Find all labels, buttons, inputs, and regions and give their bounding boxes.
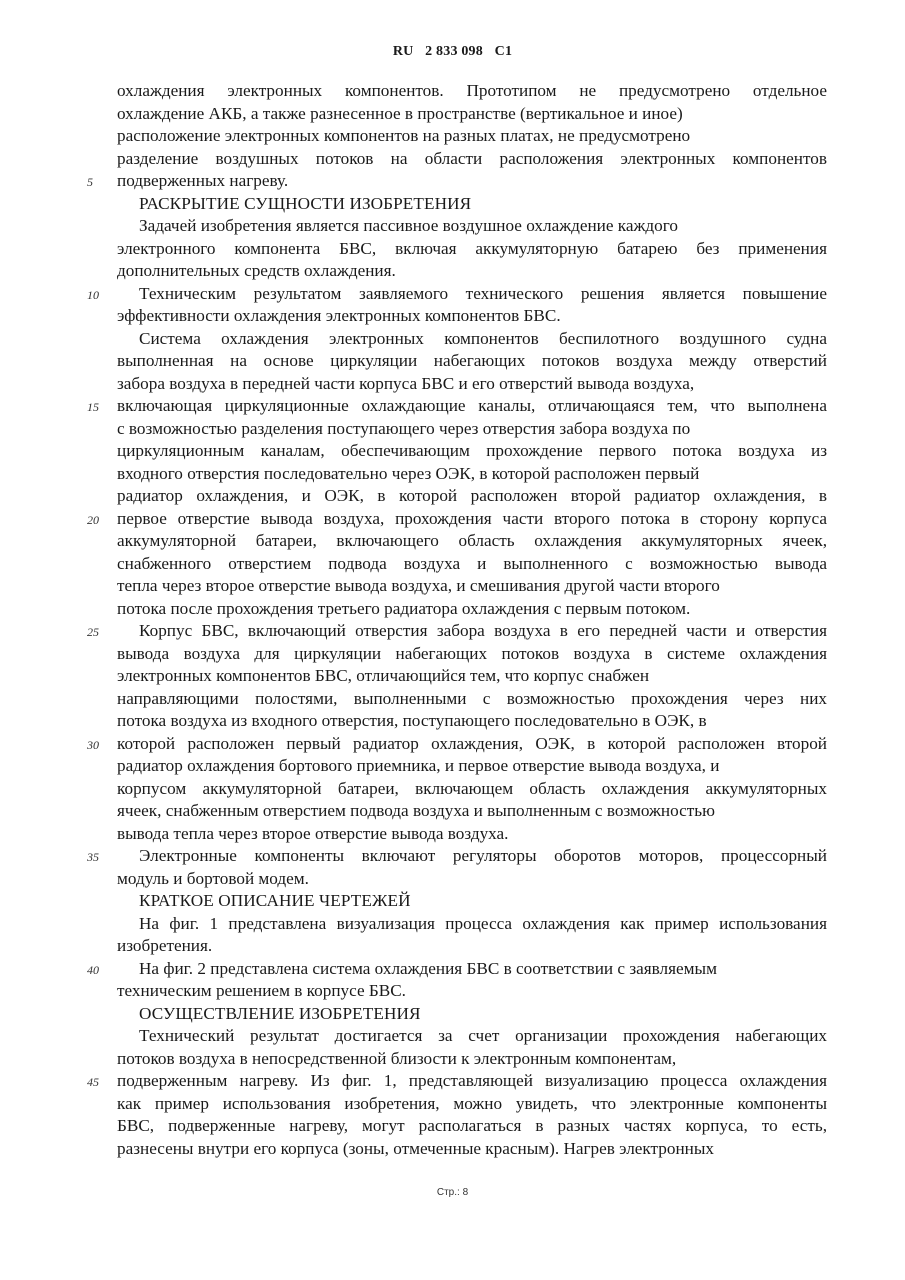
line-text: радиатор охлаждения, и ОЭК, в которой расположен второй радиатор охлаждения, в <box>117 486 827 505</box>
line-text: Технический результат достигается за счет организации прохождения набегающих <box>139 1026 827 1045</box>
text-line <box>117 373 827 396</box>
document-body <box>87 80 827 1160</box>
text-line <box>117 238 827 261</box>
line-text: разнесены внутри его корпуса (зоны, отмеченные красным). Нагрев электронных <box>117 1138 715 1158</box>
line-text: включающая циркуляционные охлаждающие каналы, отличающаяся тем, что выполнена <box>117 396 827 415</box>
line-text: охлаждение АКБ, а также разнесенное в пространстве (вертикальное и иное) <box>117 103 683 123</box>
text-line <box>117 575 827 598</box>
text-line <box>117 800 827 823</box>
line-text: первое отверстие вывода воздуха, прохождения части второго потока в сторону корпуса <box>117 508 827 528</box>
line-number: 10 <box>87 287 99 302</box>
line-text: вывода тепла через второе отверстие вывода воздуха. <box>117 823 509 843</box>
line-text: изобретения. <box>117 936 213 955</box>
line-number: 35 <box>87 850 99 864</box>
text-line <box>117 778 827 801</box>
line-text: охлаждения электронных компонентов. Прототипом не предусмотрено отдельное <box>117 81 827 100</box>
text-line <box>117 688 827 711</box>
line-text: циркуляционным каналам, обеспечивающим прохождение первого потока воздуха из <box>117 441 827 460</box>
page-number: 8 <box>462 1187 469 1198</box>
line-text: входного отверстия последовательно через ОЭК, в которой расположен первый <box>117 463 700 483</box>
text-line <box>117 215 827 238</box>
line-text: РАСКРЫТИЕ СУЩНОСТИ ИЗОБРЕТЕНИЯ <box>139 193 472 213</box>
page-footer <box>0 1187 905 1198</box>
line-text: Техническим результатом заявляемого технического решения является повышение <box>139 283 827 303</box>
text-line <box>117 260 827 283</box>
text-line <box>117 125 827 148</box>
text-line <box>117 148 827 171</box>
text-line <box>87 283 827 306</box>
line-text: эффективности охлаждения электронных компонентов БВС. <box>117 306 561 325</box>
text-line <box>117 485 827 508</box>
text-line <box>117 530 827 553</box>
line-text: которой расположен первый радиатор охлаждения, ОЭК, в которой расположен второй <box>117 733 827 753</box>
line-text: Электронные компоненты включают регуляторы оборотов моторов, процессорный <box>139 846 827 865</box>
patent-number: 2 833 098 <box>425 44 483 59</box>
line-text: БВС, подверженные нагреву, могут располагаться в разных частях корпуса, то есть, <box>117 1116 827 1135</box>
line-text: потоков воздуха в непосредственной близости к электронным компонентам, <box>117 1048 677 1068</box>
text-line <box>117 553 827 576</box>
line-text: выполненная на основе циркуляции набегающих потоков воздуха между отверстий <box>117 351 827 370</box>
text-line <box>117 755 827 778</box>
text-line <box>87 508 827 531</box>
line-text: модуль и бортовой модем. <box>117 868 309 888</box>
text-line <box>117 1115 827 1138</box>
text-line <box>87 733 827 756</box>
line-text: снабженного отверстием подвода воздуха и выполненного с возможностью вывода <box>117 553 827 573</box>
line-number: 15 <box>87 400 99 414</box>
line-text: КРАТКОЕ ОПИСАНИЕ ЧЕРТЕЖЕЙ <box>139 891 411 910</box>
text-line <box>117 913 827 936</box>
text-line <box>117 418 827 441</box>
page-label: Стр.: <box>436 1187 460 1198</box>
text-line <box>117 1048 827 1071</box>
patent-header <box>0 44 905 60</box>
text-line <box>117 823 827 846</box>
line-text: разделение воздушных потоков на области расположения электронных компонентов <box>117 148 827 168</box>
text-line <box>117 305 827 328</box>
section-heading <box>117 193 827 216</box>
text-line <box>117 935 827 958</box>
section-heading <box>117 890 827 913</box>
line-text: радиатор охлаждения бортового приемника, и первое отверстие вывода воздуха, и <box>117 756 720 775</box>
line-text: дополнительных средств охлаждения. <box>117 261 396 280</box>
line-text: техническим решением в корпусе БВС. <box>117 981 406 1000</box>
text-line <box>117 80 827 103</box>
text-line <box>117 1093 827 1116</box>
text-line <box>117 710 827 733</box>
line-text: корпусом аккумуляторной батареи, включающем область охлаждения аккумуляторных <box>117 778 827 798</box>
line-text: вывода воздуха для циркуляции набегающих потоков воздуха в системе охлаждения <box>117 643 827 663</box>
line-text: подверженных нагреву. <box>117 171 289 190</box>
text-line <box>117 350 827 373</box>
line-text: Задачей изобретения является пассивное воздушное охлаждение каждого <box>139 216 678 235</box>
text-line <box>117 103 827 126</box>
line-text: Система охлаждения электронных компонентов беспилотного воздушного судна <box>139 328 827 348</box>
text-line <box>117 440 827 463</box>
line-text: забора воздуха в передней части корпуса БВС и его отверстий вывода воздуха, <box>117 373 695 393</box>
text-line <box>87 958 827 981</box>
line-text: На фиг. 2 представлена система охлаждения БВС в соответствии с заявляемым <box>139 958 717 978</box>
line-number: 25 <box>87 625 99 639</box>
country-code: RU <box>392 44 414 59</box>
text-line <box>117 980 827 1003</box>
line-text: электронного компонента БВС, включая аккумуляторную батарею без применения <box>117 238 827 258</box>
line-text: потока после прохождения третьего радиатора охлаждения с первым потоком. <box>117 598 691 618</box>
line-number: 20 <box>87 512 99 527</box>
text-line <box>87 620 827 643</box>
line-number: 40 <box>87 962 99 977</box>
line-text: Корпус БВС, включающий отверстия забора воздуха в его передней части и отверстия <box>139 621 827 640</box>
text-line <box>117 1025 827 1048</box>
line-text: потока воздуха из входного отверстия, поступающего последовательно в ОЭК, в <box>117 711 707 730</box>
text-line <box>117 598 827 621</box>
text-line <box>87 170 827 193</box>
line-text: направляющими полостями, выполненными с возможностью прохождения через них <box>117 688 827 708</box>
text-line <box>117 1138 827 1161</box>
line-number: 5 <box>87 175 93 189</box>
line-text: электронных компонентов БВС, отличающийся тем, что корпус снабжен <box>117 666 650 685</box>
line-text: аккумуляторной батареи, включающего область охлаждения аккумуляторных ячеек, <box>117 531 827 550</box>
text-line <box>117 665 827 688</box>
text-line <box>87 395 827 418</box>
section-heading <box>117 1003 827 1026</box>
patent-kind: C1 <box>494 44 513 59</box>
text-line <box>117 463 827 486</box>
text-line <box>117 868 827 891</box>
text-line <box>87 1070 827 1093</box>
text-line <box>117 328 827 351</box>
line-text: На фиг. 1 представлена визуализация процесса охлаждения как пример использования <box>139 913 827 933</box>
line-text: ОСУЩЕСТВЛЕНИЕ ИЗОБРЕТЕНИЯ <box>139 1003 421 1023</box>
line-number: 30 <box>87 737 99 752</box>
text-line <box>87 845 827 868</box>
line-text: ячеек, снабженным отверстием подвода воздуха и выполненным с возможностью <box>117 801 715 820</box>
line-number: 45 <box>87 1075 99 1089</box>
line-text: как пример использования изобретения, можно увидеть, что электронные компоненты <box>117 1093 827 1113</box>
line-text: с возможностью разделения поступающего через отверстия забора воздуха по <box>117 418 691 438</box>
text-line <box>117 643 827 666</box>
line-text: подверженным нагреву. Из фиг. 1, представляющей визуализацию процесса охлаждения <box>117 1071 827 1090</box>
line-text: расположение электронных компонентов на разных платах, не предусмотрено <box>117 126 691 145</box>
line-text: тепла через второе отверстие вывода воздуха, и смешивания другой части второго <box>117 576 720 595</box>
